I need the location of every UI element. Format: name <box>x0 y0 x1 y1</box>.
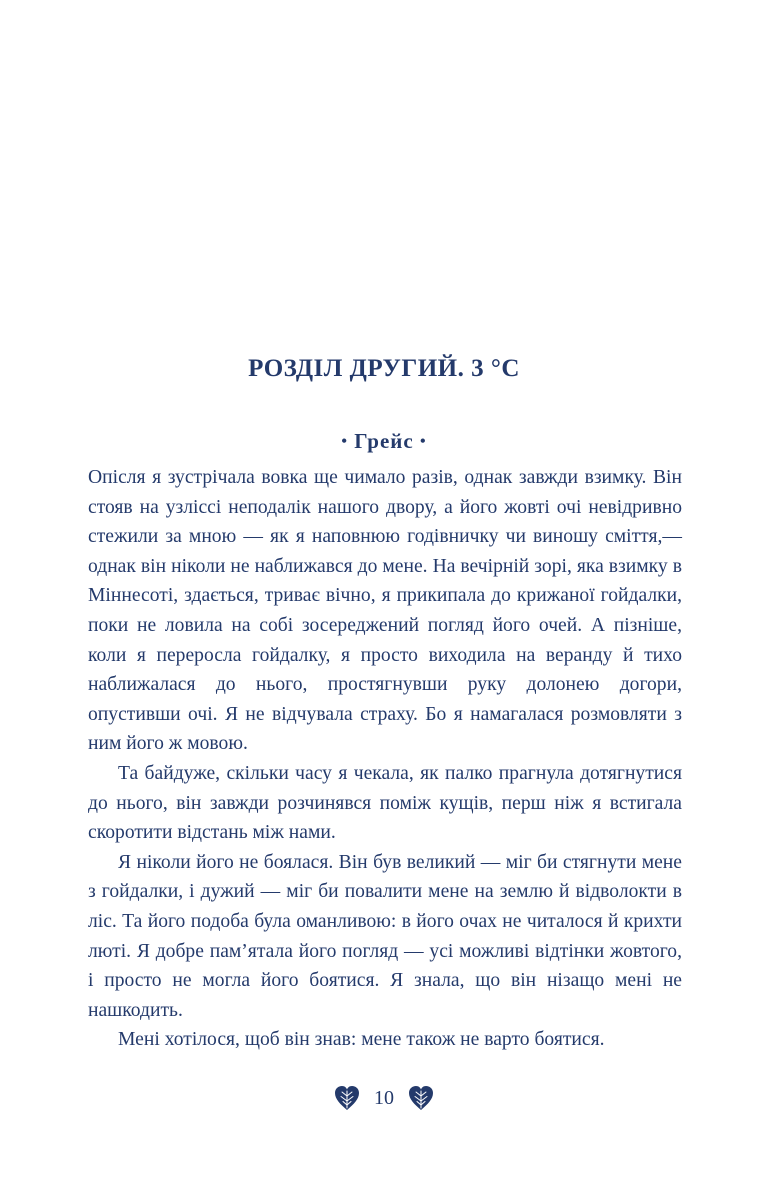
body-text <box>88 463 682 1055</box>
paragraph: Та байдуже, скільки часу я чекала, як палко прагнула дотягнутися до нього, він завжди розчинявся поміж кущів, перш ніж я встигала скоротити відстань між нами. <box>88 762 682 844</box>
bullet-right: • <box>419 433 427 450</box>
paragraph: Мені хотілося, щоб він знав: мене також не варто боятися. <box>118 1029 605 1051</box>
page-footer <box>0 1080 768 1116</box>
leaf-heart-icon <box>334 1084 360 1112</box>
paragraph: Я ніколи його не боялася. Він був великий — міг би стягнути мене з гойдалки, і дужий — міг би повалити мене на землю й відволокти в ліс. Та його подоба була оманливою: в його очах не читалося й крихти люті. Я добре пам’ятала його погляд — усі можливі відтінки жовтого, і просто не могла його боятися. Я знала, що він нізащо мені не нашкодить. <box>88 851 682 1021</box>
page-number: 10 <box>374 1087 394 1109</box>
leaf-heart-icon <box>408 1084 434 1112</box>
paragraph: Опісля я зустрічала вовка ще чимало разів, однак завжди взимку. Він стояв на узліссі неподалік нашого двору, а його жовті очі невідривно стежили за мною — як я наповнюю годівничку чи виношу сміття,— однак він ніколи не наближався до мене. На вечірній зорі, яка взимку в Міннесоті, здається, триває вічно, я прикипала до крижаної гойдалки, поки не ловила на собі зосереджений погляд його очей. А пізніше, коли я переросла гойдалку, я просто виходила на веранду й тихо наближалася до нього, простягнувши руку долонею догори, опустивши очі. Я не відчувала страху. Бо я намагалася розмовляти з ним його ж мовою. <box>88 467 682 755</box>
narrator-heading <box>0 426 768 457</box>
chapter-title: РОЗДІЛ ДРУГИЙ. 3 °С <box>248 355 520 382</box>
narrator-name: Грейс <box>354 429 414 453</box>
bullet-left: • <box>341 433 349 450</box>
